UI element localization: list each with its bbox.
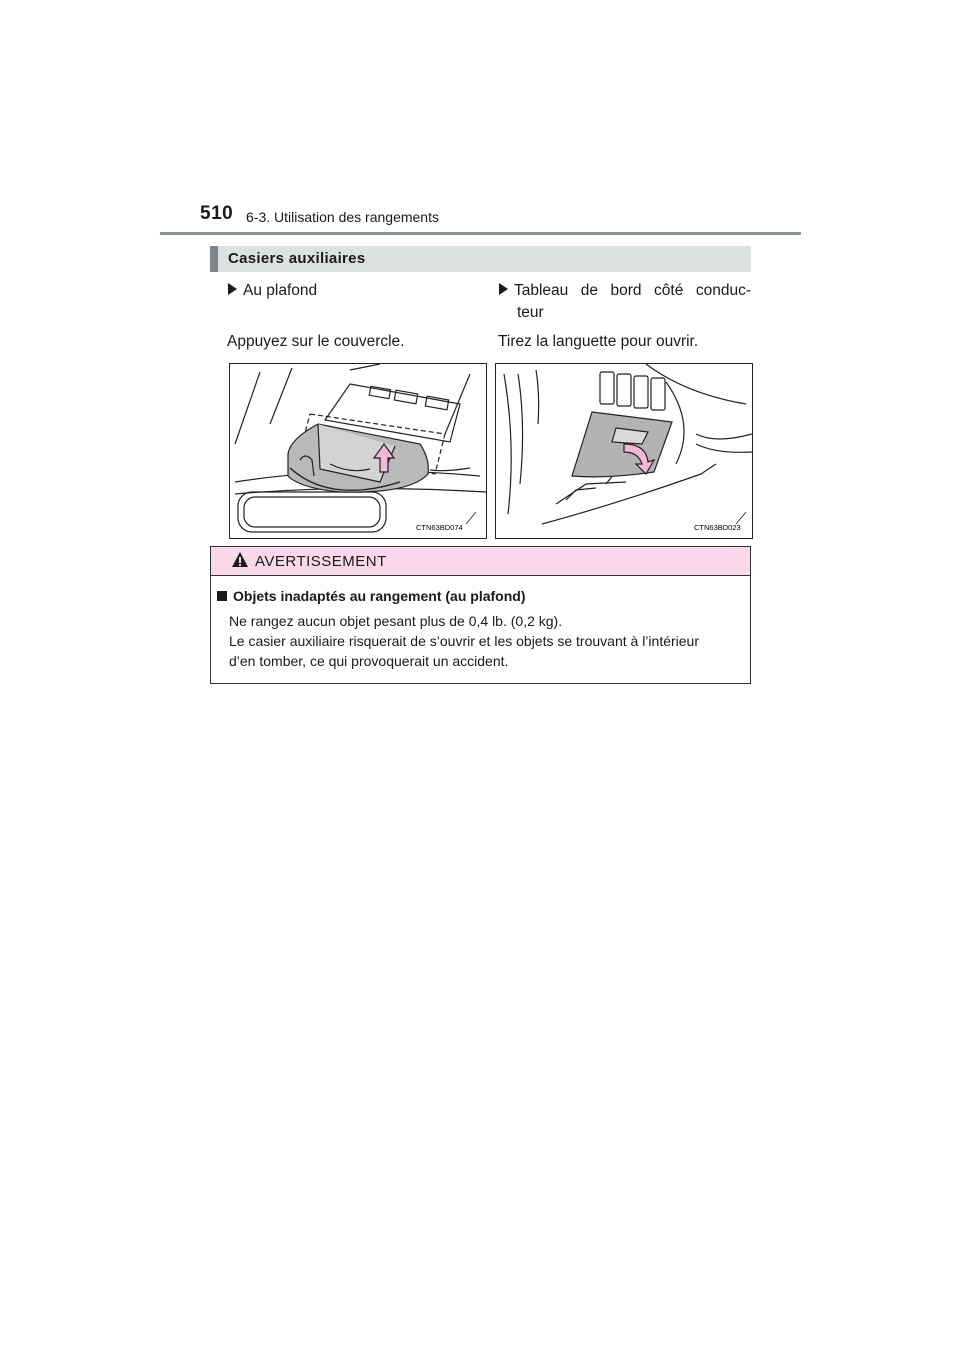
- section-heading: Casiers auxiliaires: [228, 250, 366, 267]
- illustration-overhead-console: [229, 363, 487, 539]
- warning-triangle-icon: [231, 551, 249, 569]
- warning-header: [211, 547, 750, 576]
- warning-line-1: Ne rangez aucun objet pesant plus de 0,4 lb. (0,2 kg).: [229, 613, 563, 629]
- warning-line-2: Le casier auxiliaire risquerait de s’ouvrir et les objets se trouvant à l’intérieur: [229, 633, 699, 649]
- overhead-console-drawing: [230, 364, 486, 538]
- caret-right-icon: [228, 283, 237, 295]
- page-number: 510: [200, 203, 234, 224]
- column-left-instruction: Appuyez sur le couvercle.: [227, 333, 405, 350]
- driver-dashboard-drawing: [496, 364, 752, 538]
- column-right-heading-line-2: teur: [517, 304, 544, 321]
- section-heading-bar: [210, 246, 751, 272]
- column-right-instruction: Tirez la languette pour ouvrir.: [498, 333, 699, 350]
- header-rule: [160, 232, 801, 235]
- section-title: 6-3. Utilisation des rangements: [246, 209, 439, 225]
- warning-subtitle: [217, 588, 525, 604]
- column-right-heading-line-1: Tableau de bord côté conduc-: [514, 282, 751, 299]
- figure-code-left: CTN63BD074: [416, 523, 463, 532]
- column-right-heading: [499, 280, 751, 324]
- warning-title: AVERTISSEMENT: [255, 553, 387, 570]
- illustration-driver-dashboard: [495, 363, 753, 539]
- warning-box: [210, 546, 751, 684]
- warning-line-3: d’en tomber, ce qui provoquerait un accident.: [229, 653, 509, 669]
- square-bullet-icon: [217, 591, 227, 601]
- column-left-heading-line-1: Au plafond: [243, 282, 318, 299]
- figure-code-right: CTN63BD023: [694, 523, 741, 532]
- caret-right-icon: [499, 283, 508, 295]
- column-left-heading: [228, 280, 478, 302]
- warning-subtitle-text: Objets inadaptés au rangement (au plafond): [233, 588, 526, 604]
